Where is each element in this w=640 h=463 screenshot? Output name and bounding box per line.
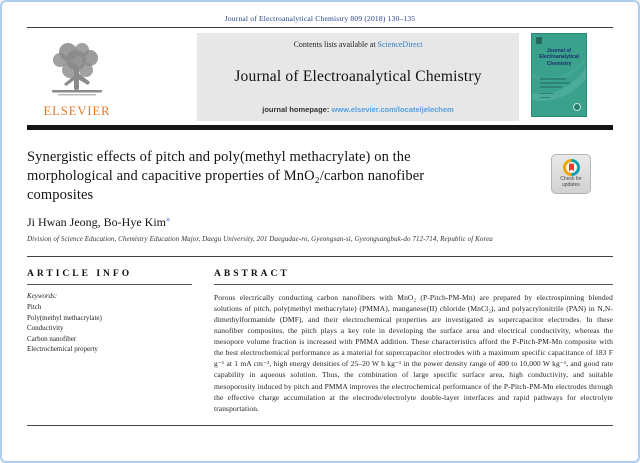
article-info-heading: ARTICLE INFO <box>27 269 133 280</box>
check-for-updates-label: Check for updates <box>560 176 582 188</box>
keyword-item: Pitch <box>27 303 42 312</box>
corresponding-author-mark: ⁎ <box>165 214 170 224</box>
abstract-column <box>214 261 613 413</box>
sciencedirect-link[interactable]: ScienceDirect <box>377 40 423 49</box>
citation-line: Journal of Electroanalytical Chemistry 809 (2018) 130–135 <box>224 14 416 23</box>
keyword-item: Conductivity <box>27 324 64 333</box>
keyword-item: Poly(methyl methacrylate) <box>27 313 102 322</box>
header-body-divider <box>27 256 613 257</box>
elsevier-wordmark: ELSEVIER <box>43 104 111 118</box>
crossmark-icon <box>563 159 580 176</box>
bottom-divider <box>27 425 613 426</box>
cover-title: Journal of Electroanalytical Chemistry <box>539 48 579 67</box>
contents-prefix: Contents lists available at <box>293 40 378 49</box>
keyword-item: Electrochemical property <box>27 345 98 354</box>
article-title: Synergistic effects of pitch and poly(methyl methacrylate) on the morphological and capacitive properties of MnO₂/carbon nanofiber composites <box>27 149 425 204</box>
cover-publisher-mark <box>536 37 542 44</box>
top-divider <box>27 27 613 28</box>
elsevier-tree-icon <box>46 40 108 103</box>
journal-title: Journal of Electroanalytical Chemistry <box>234 68 482 85</box>
homepage-url-link[interactable]: www.elsevier.com/locate/jelechem <box>331 105 454 114</box>
homepage-line <box>262 105 453 114</box>
abstract-heading: ABSTRACT <box>214 269 290 280</box>
keyword-item: Carbon nanofiber <box>27 334 77 343</box>
author-line <box>27 214 613 230</box>
contents-line <box>294 40 423 49</box>
affiliation-line: Division of Science Education, Chemistry Education Major, Daegu University, 201 Daegudae-ro, Gyeongsan-si, Gyeongsangbuk-do 712-714, Republic of Korea <box>27 235 493 244</box>
journal-cover-thumbnail <box>531 33 587 121</box>
masthead-black-bar <box>27 125 613 130</box>
journal-cover <box>531 33 587 117</box>
journal-masthead <box>27 33 613 121</box>
keywords-label: Keywords: <box>27 292 58 301</box>
author-names: Ji Hwan Jeong, Bo-Hye Kim <box>27 215 166 230</box>
homepage-label: journal homepage: <box>262 105 332 114</box>
elsevier-logo <box>27 33 127 121</box>
check-for-updates-badge[interactable] <box>551 154 591 194</box>
abstract-text: Porous electrically conducting carbon nanofibers with MnO₂ (P-Pitch-PM-Mn) are prepared by electrospinning blended solutions of pitch, poly(methyl methacrylate) (PMMA), manganese(II) chloride (MnCl₂), and polyacrylonitrile (PAN) in N,N-dimethylformamide (DMF), and their electrochemical properties are investigated as supercapacitor electrodes. In these nanofiber composites, the pitch plays a key role in developing the surface area and electrical conductivity, whereas the mesopore volume fraction is increased with PMMA addition. These characteristics afford the P-Pitch-PM-Mn composite with the best electrochemical performance as a material for supercapacitor electrodes with a maximum specific capacitance of 183 F g⁻¹ at 1 mA cm⁻², high energy densities of 25–20 W h kg⁻¹ in the power density range of 400 to 10,000 W kg⁻¹, and good rate capability in aqueous solution. Thus, the combination of large specific surface area, high conductivity, and suitable mesoporosity induced by pitch and PMMA improves the electrochemical performance of the P-Pitch-PM-Mn electrodes through the effective charge accumulation at the electrode/electrolyte double-layer interfaces and rapid pathways for electrolyte transportation. <box>214 293 613 413</box>
cover-detail-lines <box>540 78 570 101</box>
article-info-rule <box>27 284 192 285</box>
abstract-rule <box>214 284 613 285</box>
cover-logo-icon <box>573 103 581 111</box>
article-info-column <box>27 261 192 413</box>
journal-header-box <box>197 33 519 121</box>
